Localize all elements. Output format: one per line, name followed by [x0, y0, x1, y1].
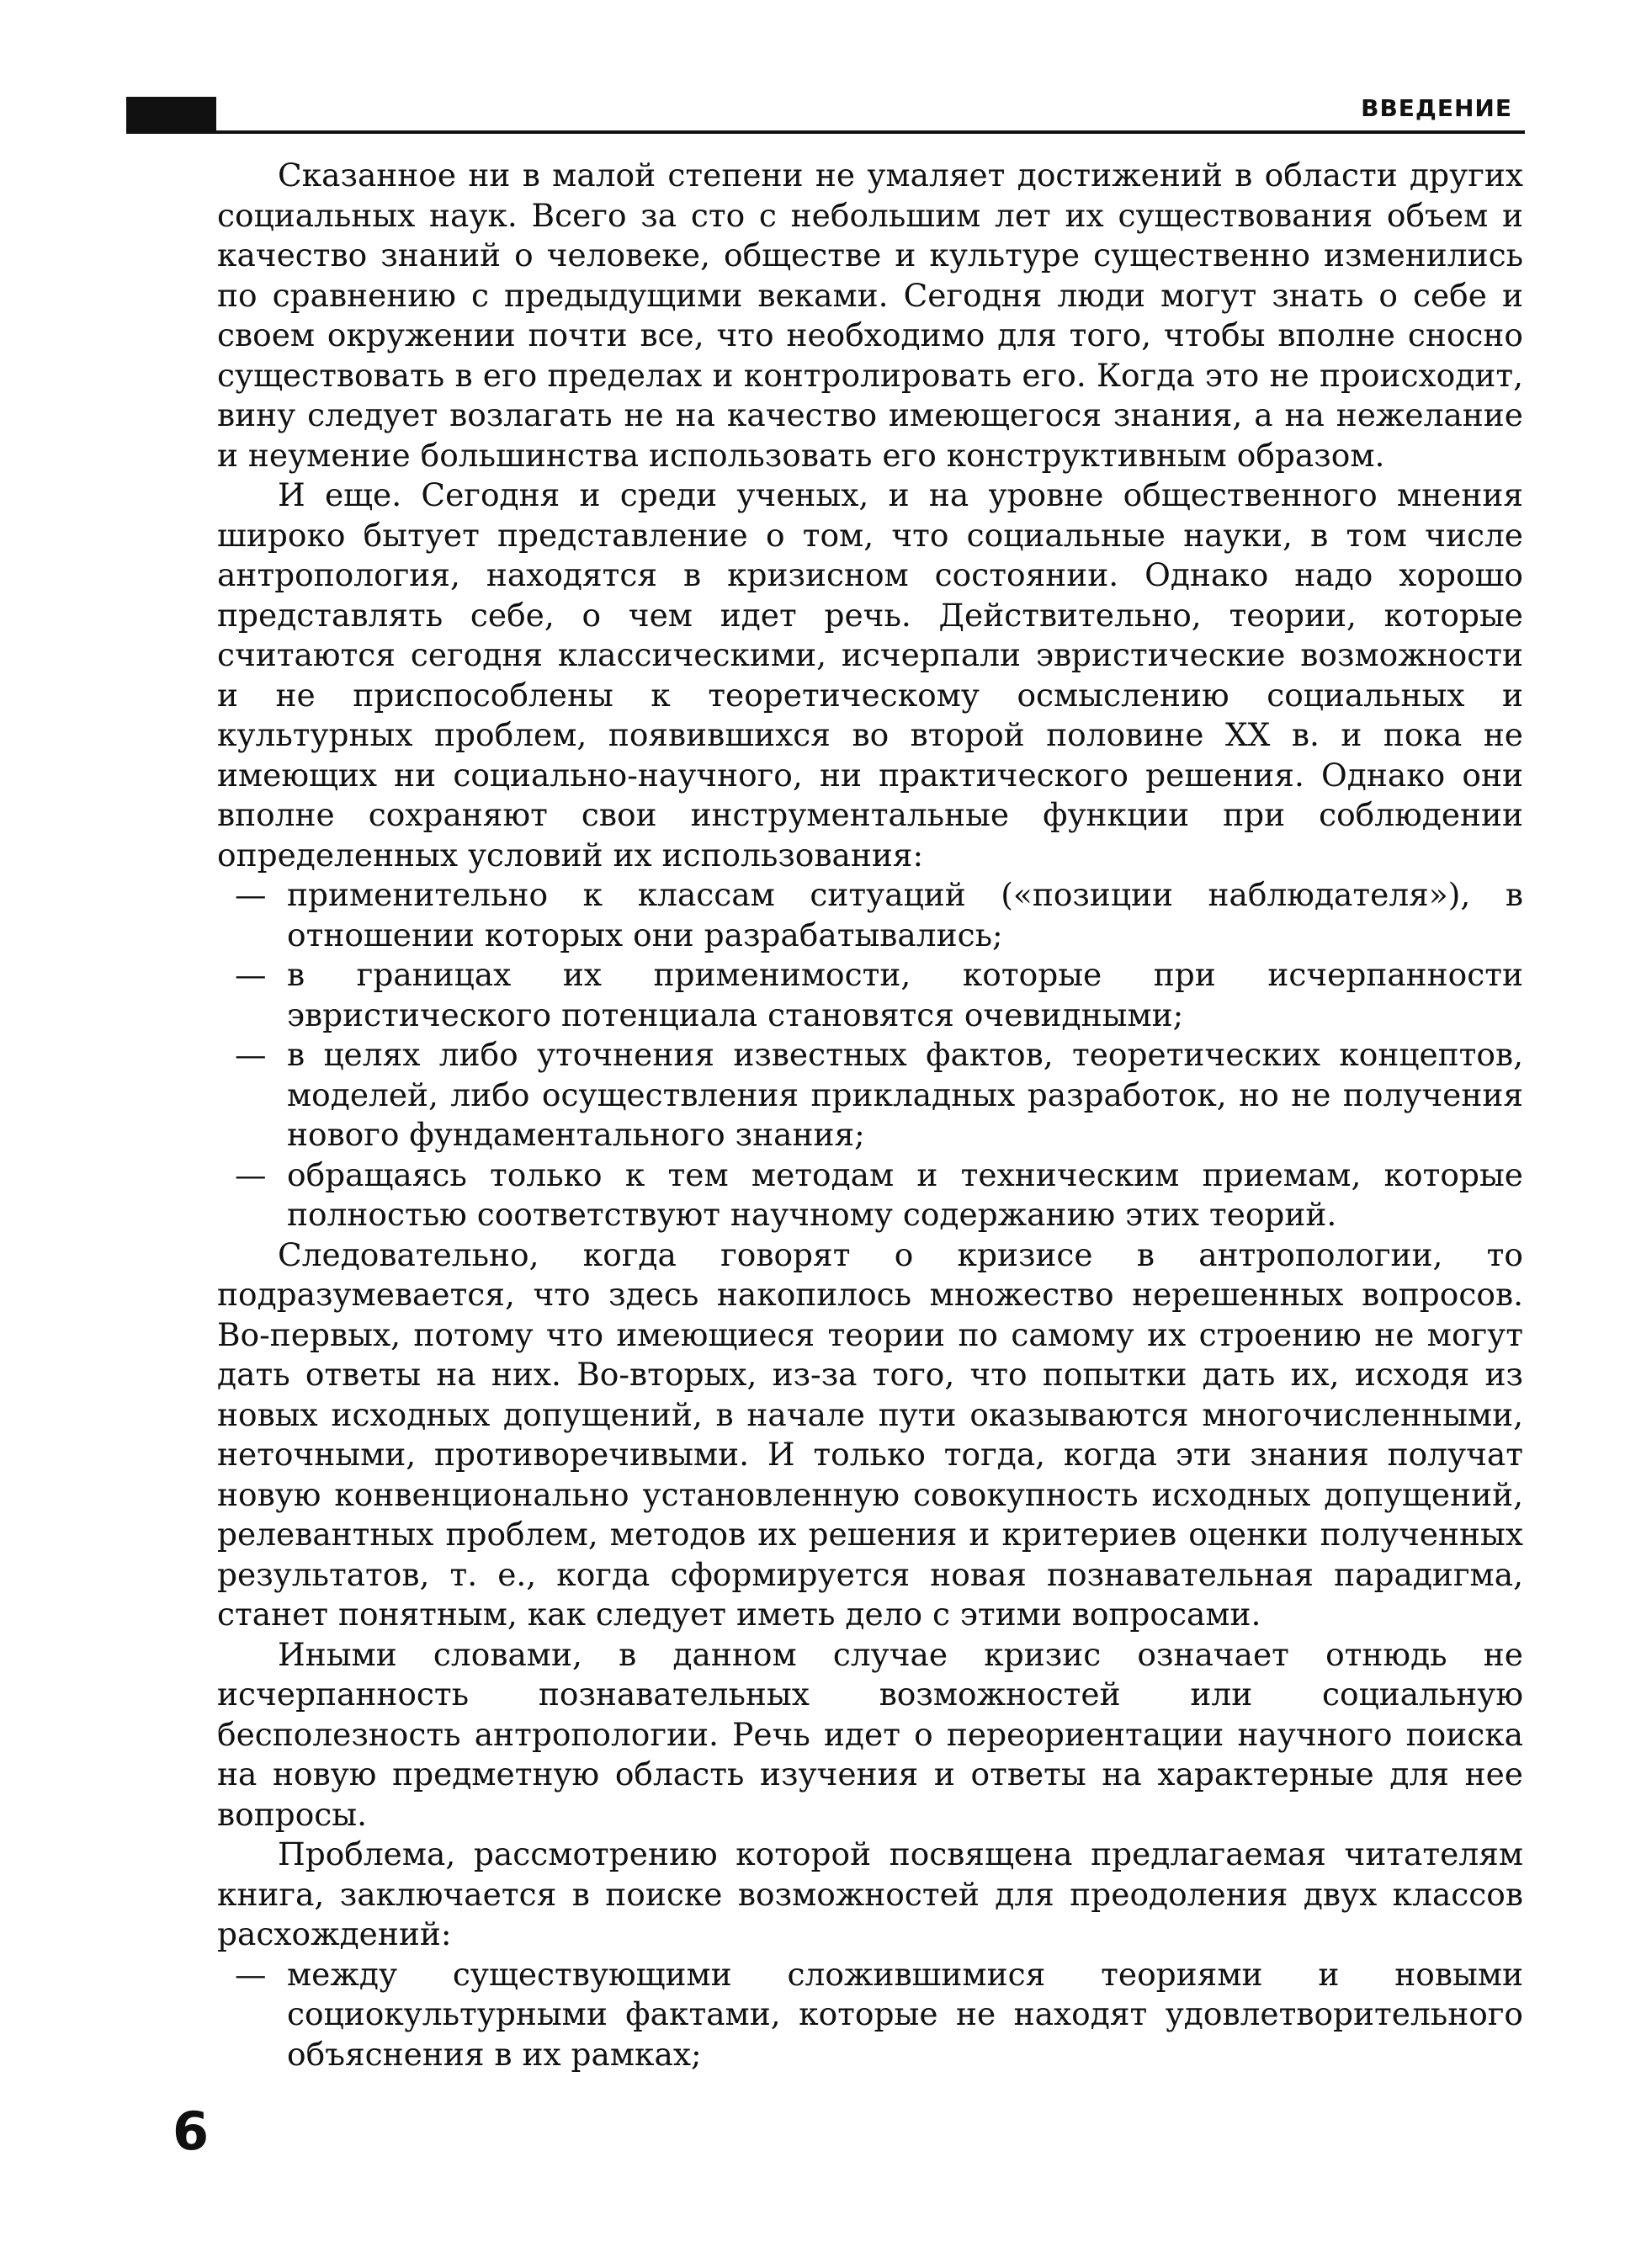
header-rule	[126, 130, 1525, 134]
page-number: 6	[173, 2101, 210, 2162]
conditions-list	[217, 875, 1523, 1235]
header-black-block	[126, 97, 216, 134]
list-item: — применительно к классам ситуаций («позиции наблюдателя»), в отношении которых они разрабатывались;	[287, 875, 1523, 955]
list-item: — в целях либо уточнения известных фактов, теоретических концептов, моделей, либо осуществления прикладных разработок, но не получения нового фундаментального знания;	[287, 1035, 1523, 1155]
discrepancies-list	[217, 1955, 1523, 2075]
body-text	[217, 156, 1523, 2074]
list-item: — между существующими сложившимися теориями и новыми социокультурными фактами, которые не находят удовлетворительного объяснения в их рамках;	[287, 1955, 1523, 2075]
running-head: ВВЕДЕНИЕ	[1361, 94, 1512, 122]
paragraph-3: Следовательно, когда говорят о кризисе в антропологии, то подразумевается, что здесь накопилось множество нерешенных вопросов. Во-первых, потому что имеющиеся теории по самому их строению не могут дать ответы на них. Во-вторых, из-за того, что попытки дать их, исходя из новых исходных допущений, в начале пути оказываются многочисленными, неточными, противоречивыми. И только тогда, когда эти знания получат новую конвенционально установленную совокупность исходных допущений, релевантных проблем, методов их решения и критериев оценки полученных результатов, т. е., когда сформируется новая познавательная парадигма, станет понятным, как следует иметь дело с этими вопросами.	[217, 1235, 1523, 1633]
paragraph-2: И еще. Сегодня и среди ученых, и на уровне общественного мнения широко бытует представление о том, что социальные науки, в том числе антропология, находятся в кризисном состоянии. Однако надо хорошо представлять себе, о чем идет речь. Действительно, теории, которые считаются сегодня классическими, исчерпали эвристические возможности и не приспособлены к теоретическому осмыслению социальных и культурных проблем, появившихся во второй половине XX в. и пока не имеющих ни социально-научного, ни практического решения. Однако они вполне сохраняют свои инструментальные функции при соблюдении определенных условий их использования:	[217, 476, 1523, 874]
paragraph-1: Сказанное ни в малой степени не умаляет достижений в области других социальных наук. Всего за сто с небольшим лет их существования объем и качество знаний о человеке, обществе и культуре существенно изменились по сравнению с предыдущими веками. Сегодня люди могут знать о себе и своем окружении почти все, что необходимо для того, чтобы вполне сносно существовать в его пределах и контролировать его. Когда это не происходит, вину следует возлагать не на качество имеющегося знания, а на нежелание и неумение большинства использовать его конструктивным образом.	[217, 157, 1523, 474]
paragraph-4: Иными словами, в данном случае кризис означает отнюдь не исчерпанность познавательных возможностей или социальную бесполезность антропологии. Речь идет о переориентации научного поиска на новую предметную область изучения и ответы на характерные для нее вопросы.	[217, 1635, 1523, 1833]
list-item: — обращаясь только к тем методам и техническим приемам, которые полностью соответствуют научному содержанию этих теорий.	[287, 1155, 1523, 1235]
list-item: — в границах их применимости, которые при исчерпанности эвристического потенциала становятся очевидными;	[287, 955, 1523, 1035]
paragraph-5: Проблема, рассмотрению которой посвящена предлагаемая читателям книга, заключается в поиске возможностей для преодоления двух классов расхождений:	[217, 1835, 1523, 1952]
